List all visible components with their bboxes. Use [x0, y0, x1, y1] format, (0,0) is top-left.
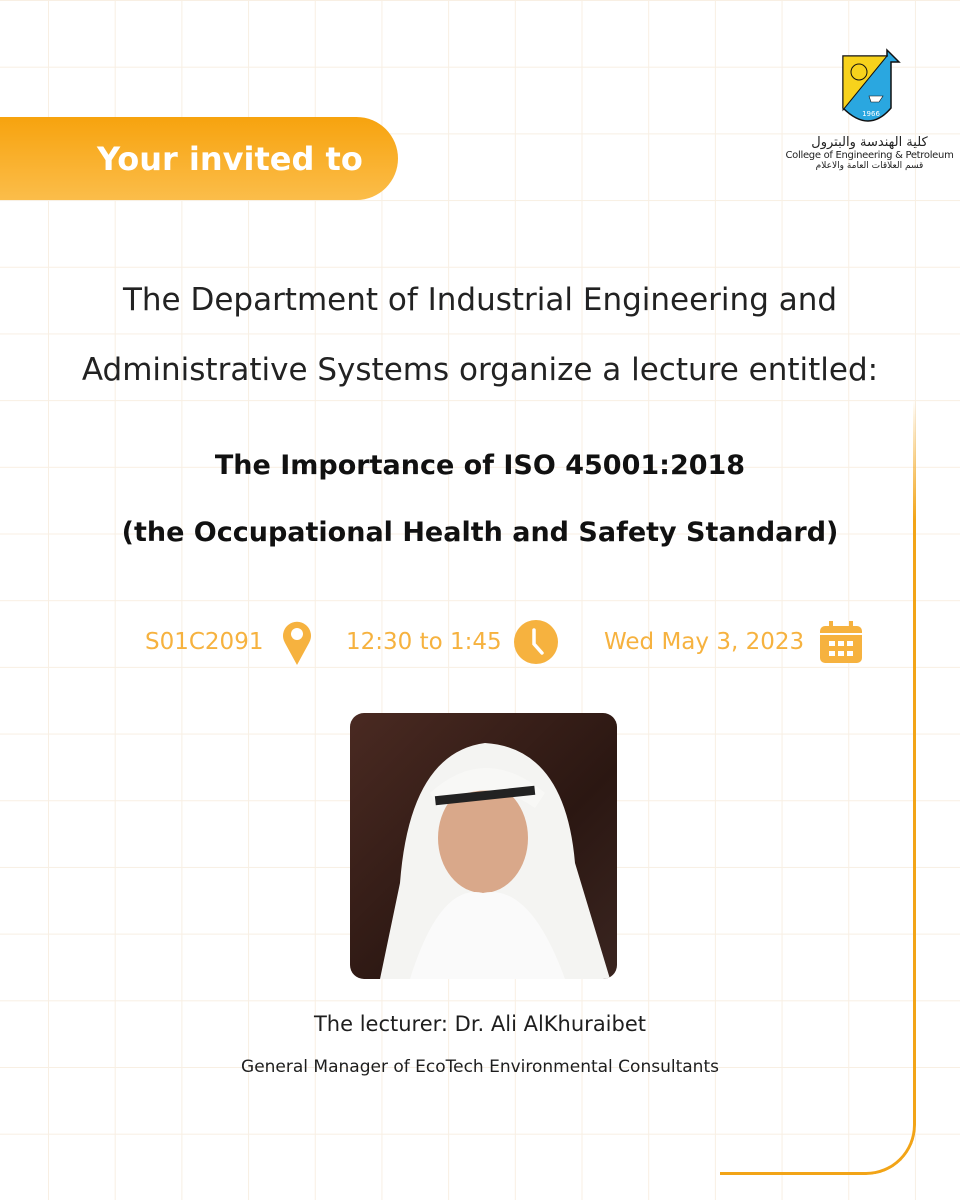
location-text: S01C2091	[145, 629, 264, 655]
lecture-title-line-1: The Importance of ISO 45001:2018	[214, 450, 746, 481]
college-arabic-name: كلية الهندسة والبترول	[811, 135, 928, 150]
college-english-name: College of Engineering & Petroleum	[785, 150, 954, 161]
time-text: 12:30 to 1:45	[346, 629, 502, 655]
banner-text: Your invited to	[97, 139, 363, 178]
decorative-frame-line	[720, 400, 916, 1175]
date-text: Wed May 3, 2023	[604, 629, 805, 655]
college-crest-icon	[839, 48, 901, 132]
dept-arabic-name: قسم العلاقات العامة والاعلام	[815, 161, 924, 171]
lecturer-portrait	[350, 713, 617, 979]
intro-line-1: The Department of Industrial Engineering and	[122, 282, 838, 318]
time-detail	[346, 620, 558, 664]
college-logo	[782, 48, 957, 171]
intro-line-2: Administrative Systems organize a lecture entitled:	[81, 352, 879, 388]
lecturer-photo	[350, 713, 617, 979]
lecturer-position: General Manager of EcoTech Environmental Consultants	[241, 1057, 719, 1077]
location-detail	[145, 619, 313, 665]
map-pin-icon	[281, 619, 313, 665]
crest-year: 1966	[861, 110, 880, 118]
lecture-title-line-2: (the Occupational Health and Safety Standard)	[121, 517, 839, 548]
lecturer-name: The lecturer: Dr. Ali AlKhuraibet	[313, 1012, 647, 1036]
invite-banner	[0, 117, 398, 200]
clock-icon	[514, 620, 558, 664]
